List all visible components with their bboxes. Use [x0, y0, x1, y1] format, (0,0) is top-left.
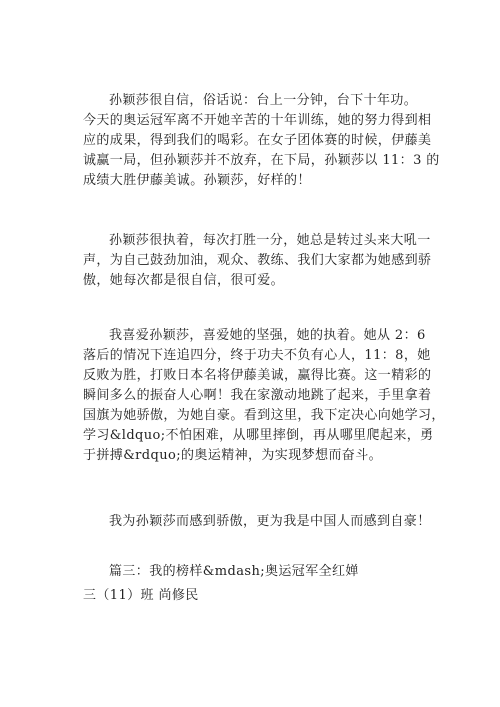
text-line: 篇三：我的榜样&mdash;奥运冠军全红婵 [109, 564, 359, 579]
paragraph-admiration [83, 326, 445, 466]
text-line: 今天的奥运冠军离不开她辛苦的十年训练，她的努力得到相 [83, 113, 432, 128]
section-heading [83, 562, 435, 582]
text-line: 我喜爱孙颖莎，喜爱她的坚强，她的执着。她从 2：6 [109, 328, 426, 343]
text-line: 瞬间多么的振奋人心啊！我在家激动地跳了起来，手里拿着 [83, 388, 432, 403]
text-line: 学习&ldquo;不怕困难，从哪里摔倒，再从哪里爬起来，勇 [83, 428, 434, 443]
text-line: 傲，她每次都是很自信，很可爱。 [83, 273, 285, 288]
text-line: 落后的情况下连追四分，终于功夫不负有心人，11：8，她 [83, 348, 431, 363]
paragraph-pride [83, 512, 435, 532]
text-line: 孙颖莎很自信，俗话说：台上一分钟，台下十年功。 [109, 93, 418, 108]
text-line: 反败为胜，打败日本名将伊藤美诚，赢得比赛。这一精彩的 [83, 368, 432, 383]
text-line: 诚赢一局，但孙颖莎并不放弃，在下局，孙颖莎以 11：3 的 [83, 153, 440, 168]
text-line: 国旗为她骄傲，为她自豪。看到这里，我下定决心向她学习， [83, 408, 445, 423]
text-line: 于拼搏&rdquo;的奥运精神，为实现梦想而奋斗。 [83, 448, 383, 463]
text-line: 我为孙颖莎而感到骄傲，更为我是中国人而感到自豪！ [109, 514, 431, 529]
author-line [83, 586, 435, 606]
text-line: 成绩大胜伊藤美诚。孙颖莎，好样的！ [83, 173, 311, 188]
text-line: 应的成果，得到我们的喝彩。在女子团体赛的时候，伊藤美 [83, 133, 432, 148]
text-line: 三（11）班 尚修民 [83, 588, 199, 603]
text-line: 孙颖莎很执着，每次打胜一分，她总是转过头来大吼一 [109, 233, 431, 248]
paragraph-confidence [83, 91, 440, 191]
paragraph-persistence [83, 231, 435, 291]
text-line: 声，为自己鼓劲加油，观众、教练、我们大家都为她感到骄 [83, 253, 432, 268]
